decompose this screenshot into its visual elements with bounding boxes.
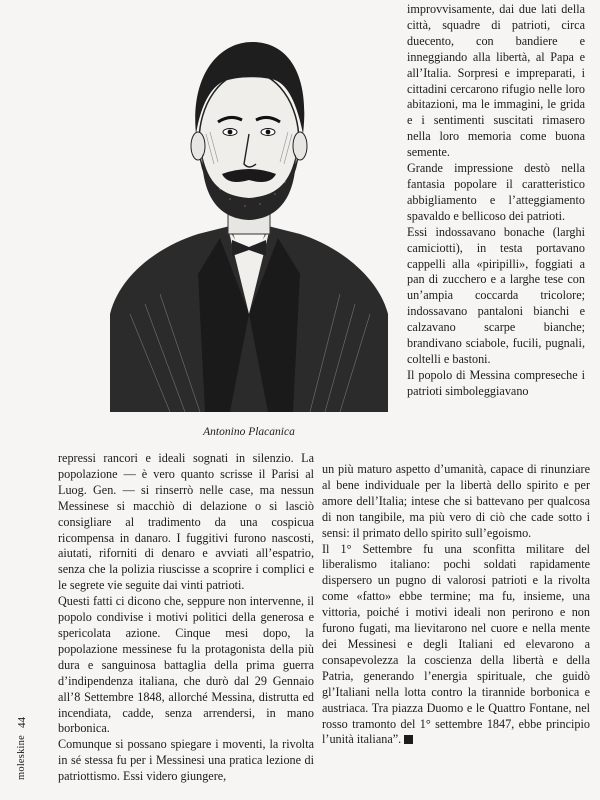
- paragraph: Grande impressione destò nella fantasia popolare il caratteristico abbigliamento e l’atteggiamento spavaldo e bellicoso dei patrioti.: [407, 161, 585, 223]
- end-of-article-mark: [404, 735, 413, 744]
- paragraph: un più maturo aspetto d’umanità, capace di rinunziare al bene individuale per la libertà dello spirito e per amore dell’Italia; intese che si battevano per qualcosa di non tangibile, ma più vero di ciò che cade sotto i sensi: il primato dello spirito sull’egoismo.: [322, 462, 590, 540]
- right-column-text: [407, 2, 585, 400]
- brand-label: moleskine: [16, 735, 27, 780]
- portrait-caption: Antonino Placanica: [203, 426, 295, 438]
- portrait-illustration: [110, 14, 388, 412]
- paragraph: [322, 542, 590, 749]
- paragraph: Questi fatti ci dicono che, seppure non intervenne, il popolo condivise i motivi politici della generosa e spericolata azione. Cinque mesi dopo, la popolazione messinese fu la protagonista della più dura e sanguinosa battaglia della prima guerra d’indipendenza italiana, che durò dal 29 Gennaio all’8 Settembre 1848, allorché Messina, distrutta ed incendiata, cadde, senza arrendersi, in mano borbonica.: [58, 594, 314, 736]
- paragraph: repressi rancori e ideali sognati in silenzio. La popolazione — è vero quanto scrisse il Parisi al Luog. Gen. — si rinserrò nelle case, ma nessun Messinese si macchiò di delazione o si lasciò consigliare al tradimento da una cospicua ricompensa in danaro. I fuggitivi furono nascosti, aiutati, riforniti di denaro e avviati all’espatrio, senza che la polizia riuscisse a scoprire i complici e le segrete vie seguite dai vinti patrioti.: [58, 451, 314, 593]
- paragraph: Essi indossavano bonache (larghi camiciotti), in testa portavano cappelli alla «piripilli», foggiati a pan di zucchero e a larghe tese con un’ampia coccarda tricolore; indossavano pantaloni bianchi e calzavano scarpe bianche; brandivano sciabole, fucili, pugnali, coltelli e bastoni.: [407, 224, 585, 366]
- right-lower-text: [322, 462, 590, 748]
- paragraph-text: Il 1° Settembre fu una sconfitta militare del liberalismo italiano: pochi soldati rapidamente dispersero un pugno di valorosi patrioti e la rivolta come «fatto» ebbe termine; ma fu, insieme, una vittoria, poiché i motivi ideali non perirono e non furono fugati, ma lievitarono nel cuore e nella mente dei Messinesi e degli Italiani ed elevarono a consapevolezza la coscienza della libertà e della Patria, generando l’energia spirituale, che guidò gl’Italiani nella lotta contro la tirannide borbonica e austriaca. Tra piazza Duomo e le Quattro Fontane, nel rosso tramonto del 1° settembre 1847, ebbe principio l’unità italiana”.: [322, 541, 590, 747]
- paragraph: Il popolo di Messina compreseche i patrioti simboleggiavano: [407, 367, 585, 398]
- left-column-text: [58, 451, 314, 785]
- page-number: 44: [16, 717, 28, 728]
- paragraph: Comunque si possano spiegare i moventi, la rivolta in sé stessa fu per i Messinesi una pratica lezione di patriottismo. Essi videro giungere,: [58, 737, 314, 784]
- paragraph: improvvisamente, dai due lati della città, squadre di patrioti, circa duecento, con bandiere e inneggiando alla libertà, al Papa e all’Italia. Sorpresi e impreparati, i cittadini cercarono rifugio nelle loro abitazioni, ma le immagini, le grida e i sentimenti suscitati rimasero nella loro memoria come buona semente.: [407, 2, 585, 160]
